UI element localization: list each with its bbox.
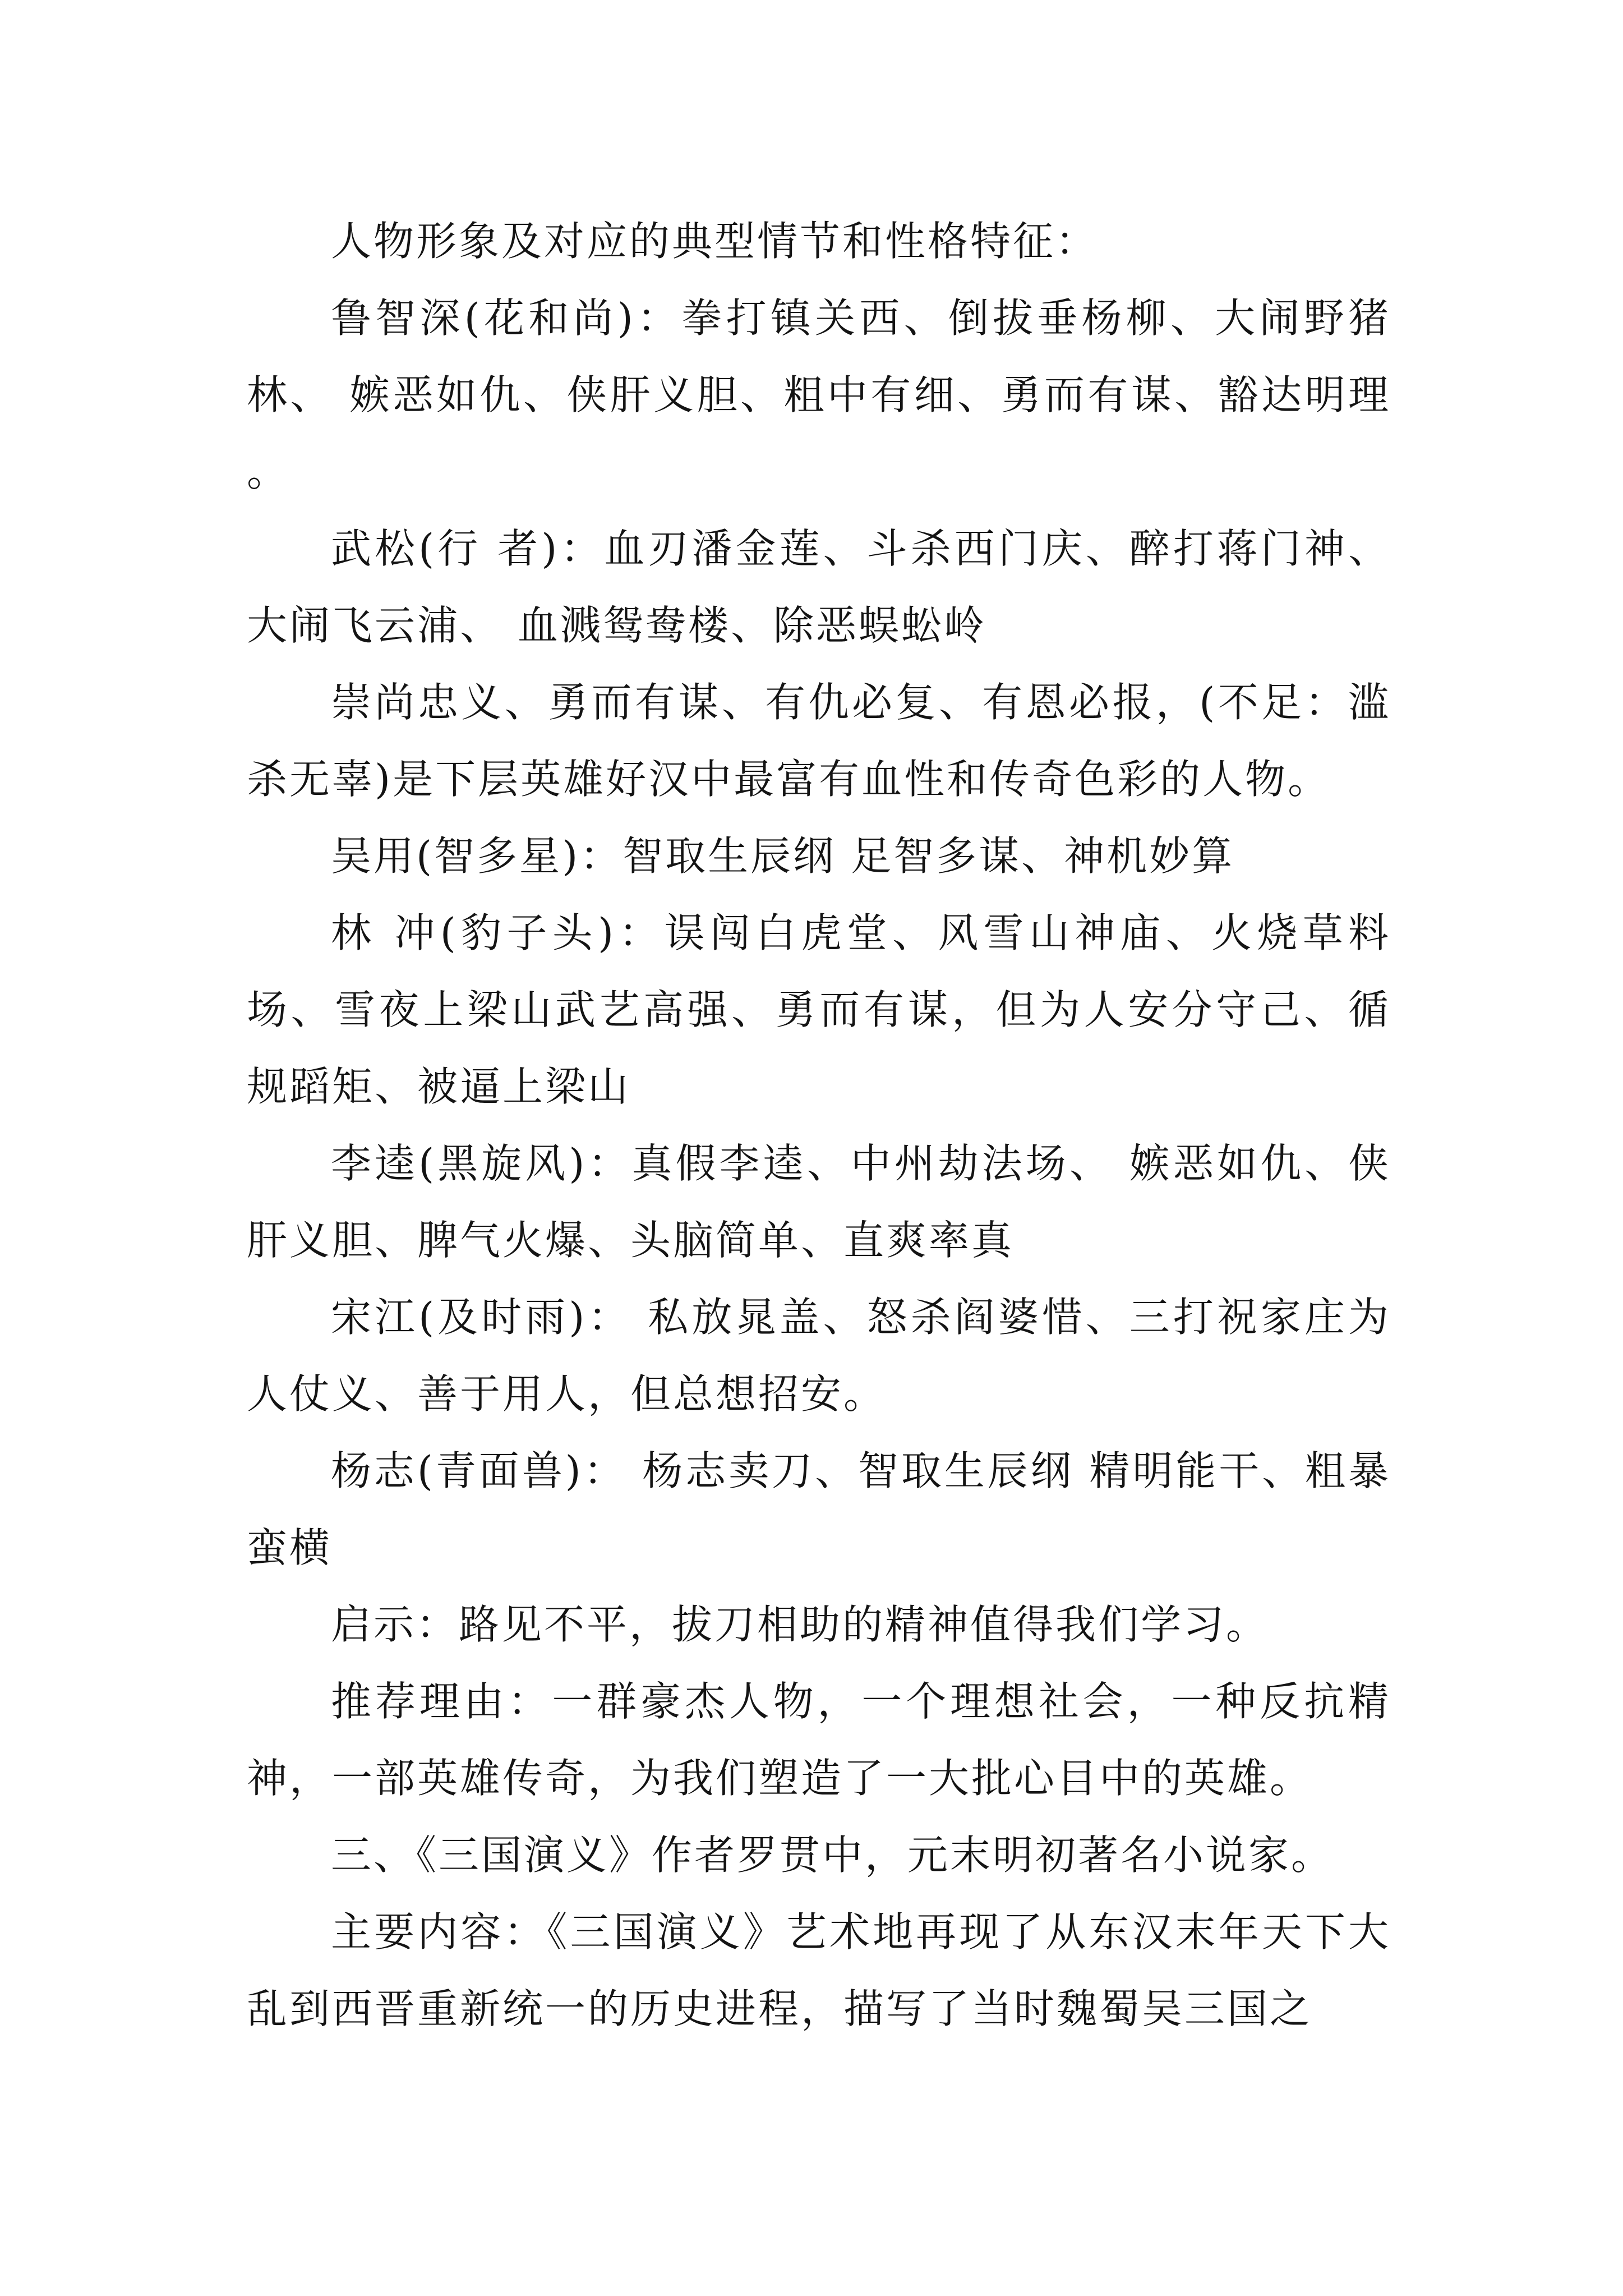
paragraph-intro: 人物形象及对应的典型情节和性格特征： bbox=[331, 218, 1099, 265]
paragraph-wu-yong: 吴用(智多星)：智取生辰纲 足智多谋、神机妙算 bbox=[331, 832, 1235, 880]
paragraph-yang-zhi: 杨志(青面兽)： 杨志卖刀、智取生辰纲 精明能干、粗暴蛮横 bbox=[247, 1447, 1391, 1571]
paragraph-recommendation: 推荐理由：一群豪杰人物，一个理想社会，一种反抗精神，一部英雄传奇，为我们塑造了一大批心目中的英雄。 bbox=[247, 1678, 1391, 1802]
paragraph-lesson: 启示：路见不平，拔刀相助的精神值得我们学习。 bbox=[331, 1601, 1269, 1648]
paragraph-sanguo-author: 三、《三国演义》作者罗贯中，元末明初著名小说家。 bbox=[331, 1832, 1334, 1879]
paragraph-lu-zhishen: 鲁智深(花和尚)：拳打镇关西、倒拔垂杨柳、大闹野猪林、 嫉恶如仇、侠肝义胆、粗中有细、勇而有谋、豁达明理 。 bbox=[247, 295, 1391, 495]
paragraph-wu-song: 武松(行 者)：血刃潘金莲、斗杀西门庆、醉打蒋门神、大闹飞云浦、 血溅鸳鸯楼、除恶蜈蚣岭 bbox=[247, 525, 1391, 649]
paragraph-song-jiang: 宋江(及时雨)： 私放晁盖、怒杀阎婆惜、三打祝家庄为人仗义、善于用人，但总想招安。 bbox=[247, 1294, 1391, 1418]
paragraph-wu-song-traits: 崇尚忠义、勇而有谋、有仇必复、有恩必报，(不足：滥杀无辜)是下层英雄好汉中最富有血性和传奇色彩的人物。 bbox=[247, 679, 1391, 803]
paragraph-sanguo-content: 主要内容：《三国演义》艺术地再现了从东汉末年天下大乱到西晋重新统一的历史进程，描写了当时魏蜀吴三国之 bbox=[247, 1908, 1391, 2032]
paragraph-li-kui: 李逵(黑旋风)：真假李逵、中州劫法场、 嫉恶如仇、侠肝义胆、脾气火爆、头脑简单、直爽率真 bbox=[247, 1140, 1391, 1264]
document-body bbox=[247, 203, 1391, 2047]
paragraph-lin-chong: 林 冲(豹子头)：误闯白虎堂、风雪山神庙、火烧草料场、雪夜上梁山武艺高强、勇而有谋，但为人安分守己、循规蹈矩、被逼上梁山 bbox=[247, 909, 1391, 1110]
